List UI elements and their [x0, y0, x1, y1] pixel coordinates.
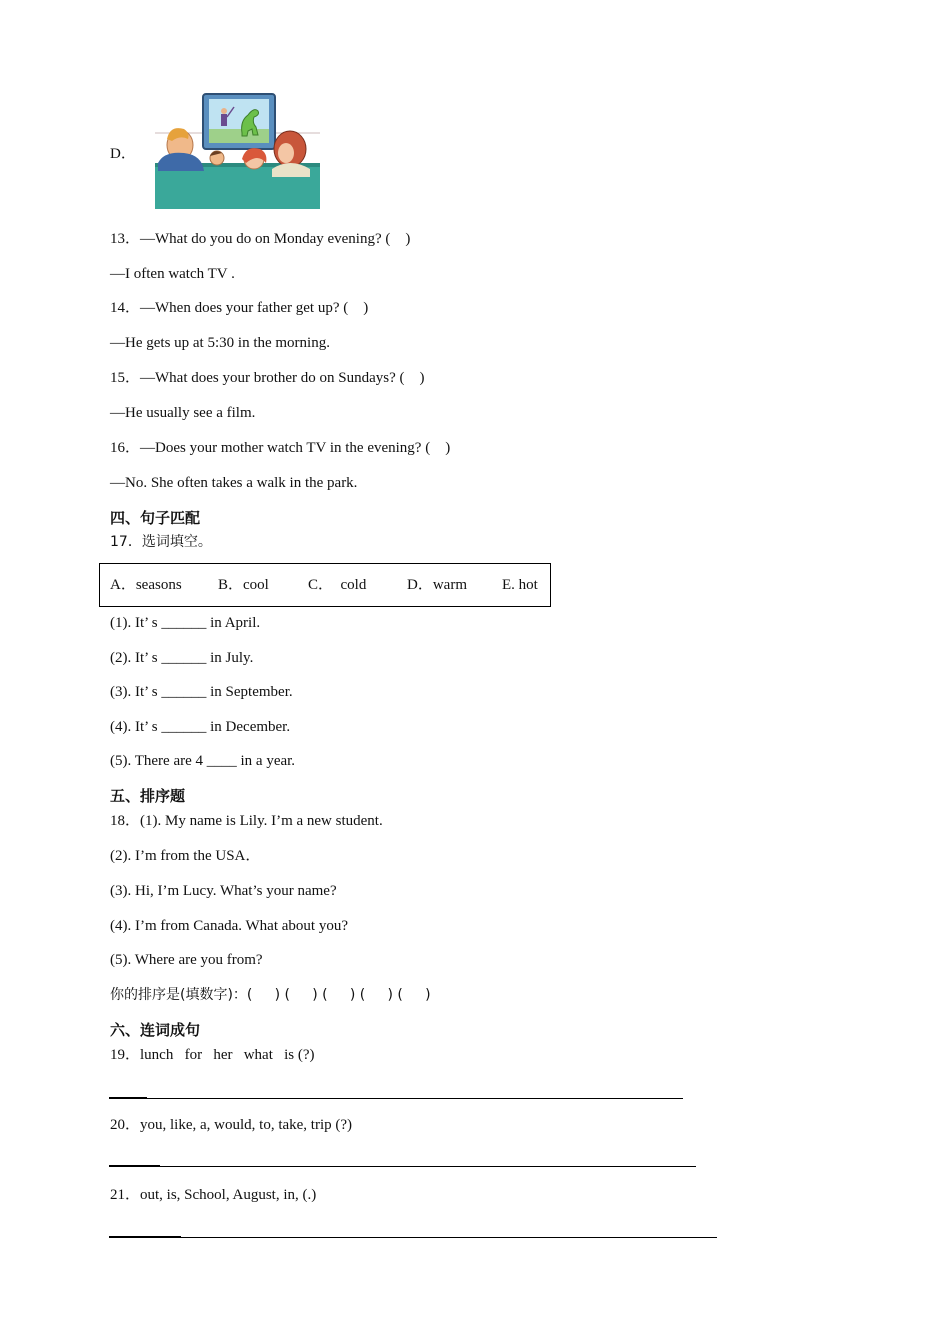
answer-line-21[interactable]	[109, 1237, 717, 1238]
fill-item-4: (4). It’ s ______ in December.	[110, 719, 291, 735]
question-20: 20．you, like, a, would, to, take, trip (?)	[110, 1117, 353, 1133]
order-item-2: (2). I’m from the USA．	[110, 848, 261, 864]
option-d-label: D．	[110, 146, 136, 162]
section-5-title: 五、排序题	[110, 787, 186, 805]
option-c: C． cold	[308, 577, 367, 593]
family-watching-dinosaur-tv-icon	[154, 93, 321, 209]
order-answer-prompt: 你的排序是(填数字)：( ) ( ) ( ) ( ) ( )	[110, 987, 431, 1003]
question-19: 19．lunch for her what is (?)	[110, 1047, 315, 1063]
fill-item-2: (2). It’ s ______ in July.	[110, 650, 254, 666]
question-16: 16．—Does your mother watch TV in the evening? ( )	[110, 440, 451, 456]
option-a: A．seasons	[110, 577, 182, 593]
question-13: 13．—What do you do on Monday evening? ( )	[110, 231, 411, 247]
option-e: E. hot	[502, 577, 538, 593]
answer-13: —I often watch TV .	[110, 266, 235, 282]
question-14: 14．—When does your father get up? ( )	[110, 300, 369, 316]
question-15: 15．—What does your brother do on Sundays? ( )	[110, 370, 425, 386]
word-bank-box	[99, 563, 551, 607]
answer-line-20[interactable]	[109, 1166, 696, 1167]
order-item-5: (5). Where are you from?	[110, 952, 263, 968]
option-d: D．warm	[407, 577, 467, 593]
fill-item-3: (3). It’ s ______ in September.	[110, 684, 293, 700]
family-watching-tv-image	[154, 93, 321, 209]
answer-14: —He gets up at 5:30 in the morning.	[110, 335, 330, 351]
option-b: B．cool	[218, 577, 269, 593]
fill-item-1: (1). It’ s ______ in April.	[110, 615, 261, 631]
section-6-title: 六、连词成句	[110, 1021, 201, 1039]
answer-15: —He usually see a film.	[110, 405, 256, 421]
fill-item-5: (5). There are 4 ____ in a year.	[110, 753, 296, 769]
answer-16: —No. She often takes a walk in the park.	[110, 475, 358, 491]
order-item-1: 18．(1). My name is Lily. I’m a new student.	[110, 813, 383, 829]
question-17: 17．选词填空。	[110, 534, 212, 550]
order-item-4: (4). I’m from Canada. What about you?	[110, 918, 348, 934]
answer-line-19[interactable]	[109, 1098, 683, 1099]
question-21: 21．out, is, School, August, in, (.)	[110, 1187, 317, 1203]
section-4-title: 四、句子匹配	[110, 509, 201, 527]
order-item-3: (3). Hi, I’m Lucy. What’s your name?	[110, 883, 337, 899]
